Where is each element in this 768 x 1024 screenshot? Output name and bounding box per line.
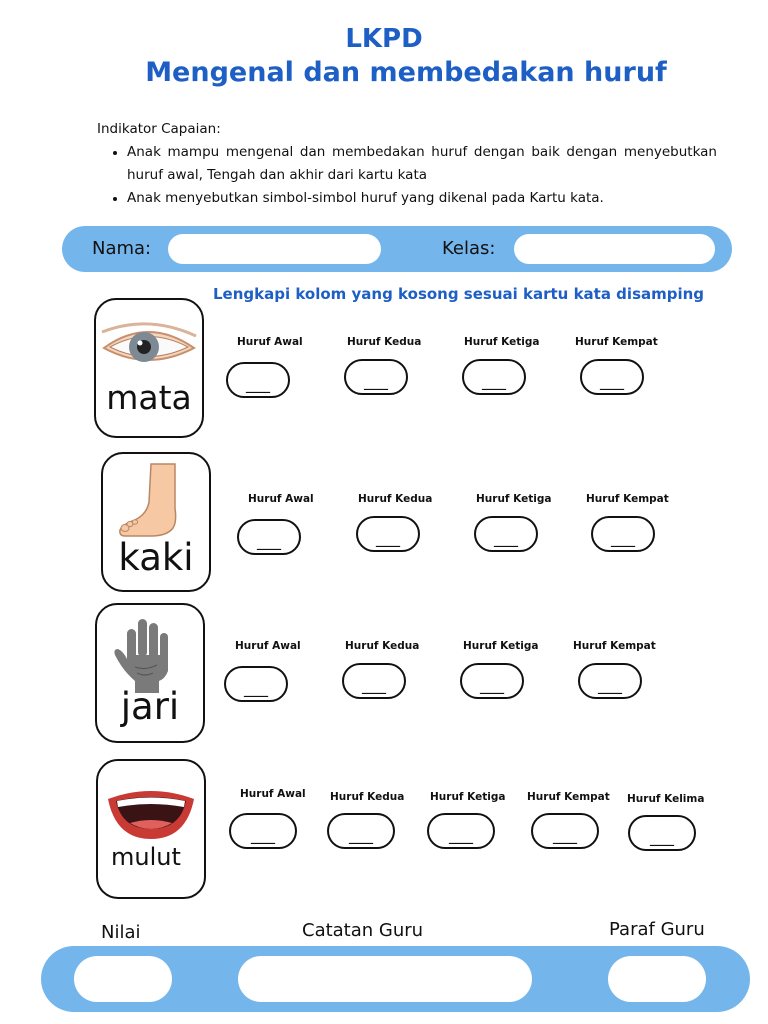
- page-title: LKPD: [345, 24, 423, 54]
- card-word: jari: [120, 685, 180, 728]
- nama-input[interactable]: [168, 234, 381, 264]
- foot-icon: [117, 462, 187, 540]
- eye-icon: [100, 322, 198, 372]
- hand-icon: [113, 615, 175, 695]
- letter-blank-input[interactable]: ___: [580, 359, 644, 395]
- letter-blank-input[interactable]: ___: [474, 516, 538, 552]
- letter-blank-input[interactable]: ___: [427, 813, 495, 849]
- letter-blank-input[interactable]: ___: [237, 519, 301, 555]
- letter-label: Huruf Kedua: [330, 791, 405, 803]
- catatan-guru-label: Catatan Guru: [302, 920, 424, 941]
- word-card-mulut: [96, 759, 206, 899]
- word-card-kaki: [101, 452, 211, 592]
- word-card-mata: [94, 298, 204, 438]
- nama-label: Nama:: [92, 238, 152, 259]
- nilai-label: Nilai: [101, 922, 141, 943]
- mouth-icon: [106, 785, 196, 841]
- instruction-text: Lengkapi kolom yang kosong sesuai kartu kata disamping: [213, 285, 705, 303]
- letter-blank-input[interactable]: ___: [224, 666, 288, 702]
- letter-blank-input[interactable]: ___: [531, 813, 599, 849]
- letter-label: Huruf Kedua: [347, 336, 422, 348]
- indikator-section: [97, 118, 717, 210]
- indikator-heading: Indikator Capaian:: [97, 121, 221, 137]
- letter-blank-input[interactable]: ___: [591, 516, 655, 552]
- kelas-label: Kelas:: [442, 238, 496, 259]
- catatan-guru-input[interactable]: [238, 956, 532, 1002]
- paraf-guru-input[interactable]: [608, 956, 706, 1002]
- indikator-item: • Anak mampu mengenal dan membedakan huruf dengan baik dengan menyebutkan huruf awal, Tengah dan akhir dari kartu kata: [127, 141, 717, 187]
- letter-label: Huruf Kelima: [627, 793, 705, 805]
- letter-label: Huruf Ketiga: [476, 493, 552, 505]
- letter-blank-input[interactable]: ___: [356, 516, 420, 552]
- page-subtitle: Mengenal dan membedakan huruf: [145, 57, 667, 88]
- letter-blank-input[interactable]: ___: [229, 813, 297, 849]
- letter-label: Huruf Kedua: [358, 493, 433, 505]
- letter-blank-input[interactable]: ___: [327, 813, 395, 849]
- letter-label: Huruf Ketiga: [463, 640, 539, 652]
- letter-label: Huruf Kempat: [575, 336, 658, 348]
- letter-label: Huruf Kedua: [345, 640, 420, 652]
- letter-label: Huruf Awal: [235, 640, 301, 652]
- paraf-guru-label: Paraf Guru: [609, 919, 705, 940]
- indikator-list: [97, 141, 717, 210]
- letter-blank-input[interactable]: ___: [460, 663, 524, 699]
- card-word: kaki: [118, 536, 194, 579]
- letter-label: Huruf Kempat: [527, 791, 610, 803]
- letter-label: Huruf Awal: [237, 336, 303, 348]
- letter-label: Huruf Kempat: [573, 640, 656, 652]
- letter-blank-input[interactable]: ___: [578, 663, 642, 699]
- letter-label: Huruf Kempat: [586, 493, 669, 505]
- letter-blank-input[interactable]: ___: [344, 359, 408, 395]
- nilai-input[interactable]: [74, 956, 172, 1002]
- word-card-jari: [95, 603, 205, 743]
- letter-label: Huruf Awal: [240, 788, 306, 800]
- indikator-item: • Anak menyebutkan simbol-simbol huruf yang dikenal pada Kartu kata.: [127, 187, 717, 210]
- letter-blank-input[interactable]: ___: [462, 359, 526, 395]
- letter-blank-input[interactable]: ___: [342, 663, 406, 699]
- card-word: mulut: [111, 843, 181, 871]
- letter-label: Huruf Ketiga: [464, 336, 540, 348]
- letter-label: Huruf Awal: [248, 493, 314, 505]
- letter-label: Huruf Ketiga: [430, 791, 506, 803]
- letter-blank-input[interactable]: ___: [628, 815, 696, 851]
- card-word: mata: [106, 378, 192, 417]
- kelas-input[interactable]: [514, 234, 715, 264]
- letter-blank-input[interactable]: ___: [226, 362, 290, 398]
